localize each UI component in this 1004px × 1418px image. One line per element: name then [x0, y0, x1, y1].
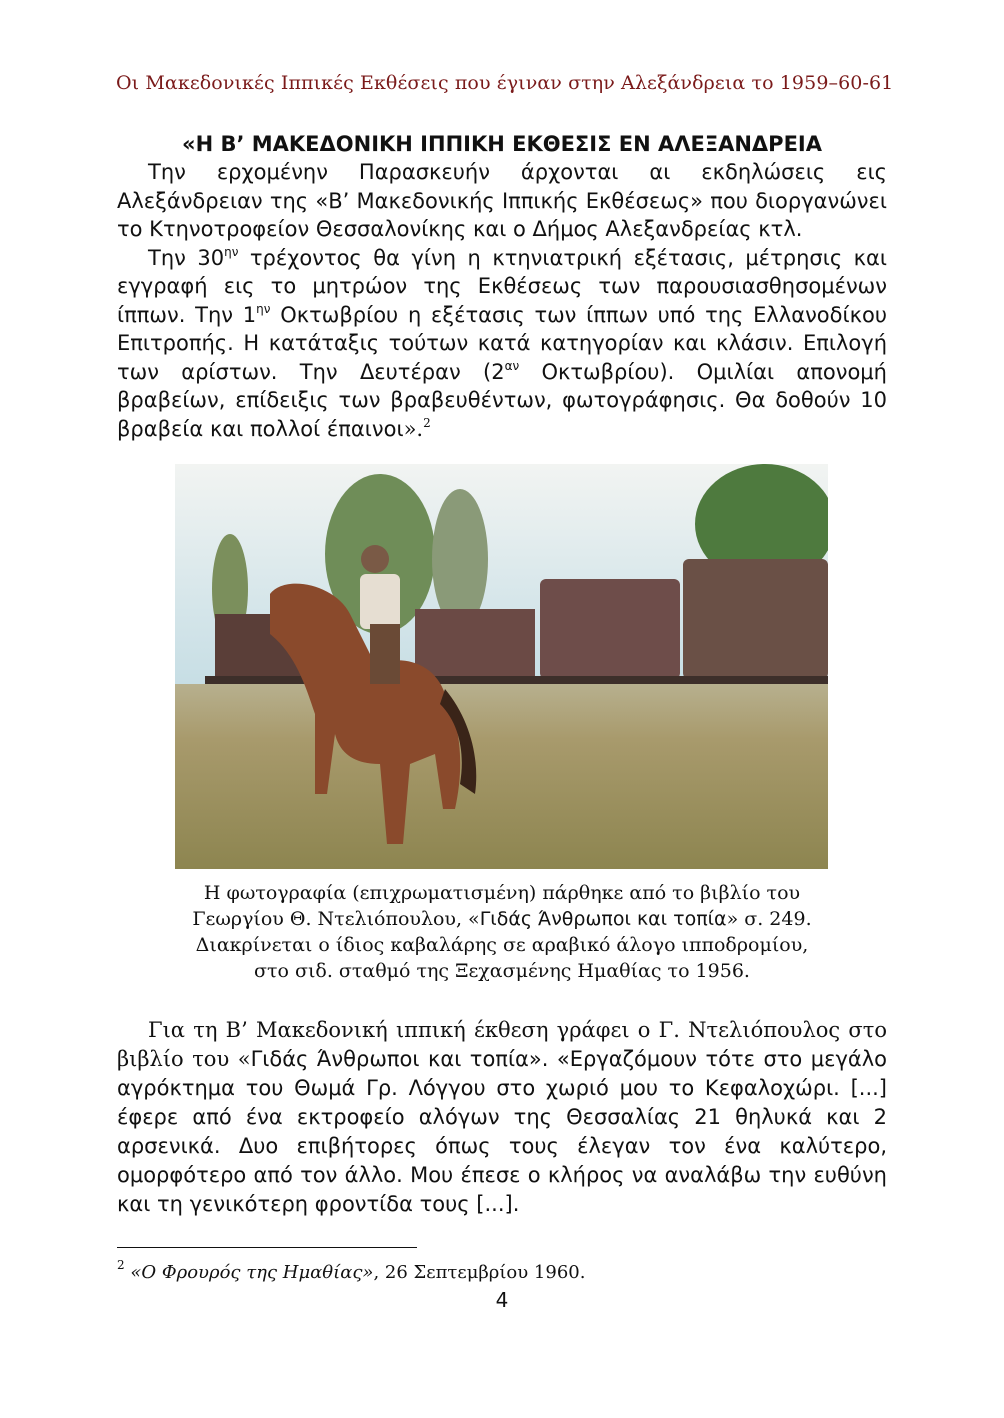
wagon: [683, 559, 828, 679]
caption-line: στο σιδ. σταθμό της Ξεχασμένης Ημαθίας το 1956.: [254, 960, 750, 982]
book-title: Γιδάς Άνθρωποι και τοπία: [250, 1047, 529, 1071]
tree: [432, 489, 488, 629]
caption-line: Διακρίνεται ο ίδιος καβαλάρης σε αραβικό άλογο ιπποδρομίου,: [195, 934, 809, 956]
text-run: Για τη Β’ Μακεδονική ιππική έκθεση γράφει ο Γ. Ντελιόπουλος στο βιβλίο του «: [117, 1018, 887, 1071]
colorized-photo: [175, 464, 828, 869]
caption-line: Η φωτογραφία (επιχρωματισμένη) πάρθηκε από το βιβλίο του: [203, 882, 801, 904]
article-title: «Η Β’ ΜΑΚΕΔΟΝΙΚΗ ΙΠΠΙΚΗ ΕΚΘΕΣΙΣ ΕΝ ΑΛΕΞΑΝΔΡΕΙΑ: [182, 132, 822, 156]
ordinal-suffix: ην: [256, 301, 271, 316]
article-paragraph-2: [117, 244, 887, 444]
text-run: » σ. 249.: [726, 908, 812, 930]
rider-shirt: [360, 574, 400, 629]
text-run: τρέχοντος θα γίνη η κτηνιατρική εξέτασις, μέτρησις και εγγραφή εις το μητρώον της Εκθέσεως των παρουσιασθησομένων ίππων. Την 1: [117, 245, 887, 327]
wagon: [540, 579, 680, 679]
rider-head: [361, 545, 389, 573]
footnote: [117, 1258, 586, 1283]
footnote-number: 2: [117, 1258, 125, 1272]
paragraph-text: [117, 1016, 887, 1219]
article-paragraph-1: Την ερχομένην Παρασκευήν άρχονται αι εκδηλώσεις εις Αλεξάνδρειαν της «Β’ Μακεδονικής Ιππικής Εκθέσεως» που διοργανώνει το Κτηνοτροφείον Θεσσαλονίκης και ο Δήμος Αλεξανδρείας κτλ.: [117, 160, 887, 241]
photo-illustration: [175, 464, 828, 869]
footnote-reference[interactable]: 2: [423, 415, 431, 430]
text-run: ».: [403, 416, 424, 441]
caption-line: [130, 906, 874, 932]
text-run: Οκτωβρίου). Ομιλίαι απονομή βραβείων, επίδειξις των βραβευθέντων, φωτογράφησις. Θα δοθούν 10 βραβεία και πολλοί έπαινοι: [117, 359, 887, 441]
photo-caption: [130, 880, 874, 984]
article-body: [117, 158, 887, 443]
footnote-divider: [117, 1247, 417, 1248]
footnote-text: , 26 Σεπτεμβρίου 1960.: [373, 1262, 586, 1283]
footnote-source: «Ο Φρουρός της Ημαθίας»: [130, 1262, 374, 1283]
body-paragraph: [117, 1016, 887, 1219]
running-header: Οι Μακεδονικές Ιππικές Εκθέσεις που έγιναν στην Αλεξάνδρεια το 1959–60-61: [116, 72, 894, 94]
text-run: Οκτωβρίου η εξέτασις των ίππων υπό της Ελλανοδίκου Επιτροπής. Η κατάταξις τούτων κατά κατηγορίαν και κλάσιν. Επιλογή των αρίστων. Την Δευτέραν (2: [117, 302, 887, 384]
ordinal-suffix: ην: [224, 244, 239, 259]
text-run: ». «Εργαζόμουν τότε στο μεγάλο αγρόκτημα του Θωμά Γρ. Λόγγου στο χωριό μου το Κεφαλοχώρι. [...] έφερε από ένα εκτροφείο αλόγων της Θεσσαλίας 21 θηλυκά και 2 αρσενικά. Δυο επιβήτορες όπως τους έλεγαν τον ένα καλύτερο, ομορφότερο από τον άλλο. Μου έπεσε ο κλήρος να αναλάβω την ευθύνη και τη γενικότερη φροντίδα τους [...].: [117, 1047, 887, 1216]
wagon: [415, 609, 535, 679]
rider-legs: [370, 624, 400, 684]
text-run: Γεωργίου Θ. Ντελιόπουλου, «: [192, 908, 480, 930]
ordinal-suffix: αν: [504, 358, 520, 373]
field: [175, 684, 828, 869]
train-wheels: [205, 676, 828, 684]
text-run: Την 30: [148, 245, 225, 270]
page-number: 4: [495, 1288, 509, 1312]
book-title: Γιδάς Άνθρωποι και τοπία: [479, 908, 727, 930]
